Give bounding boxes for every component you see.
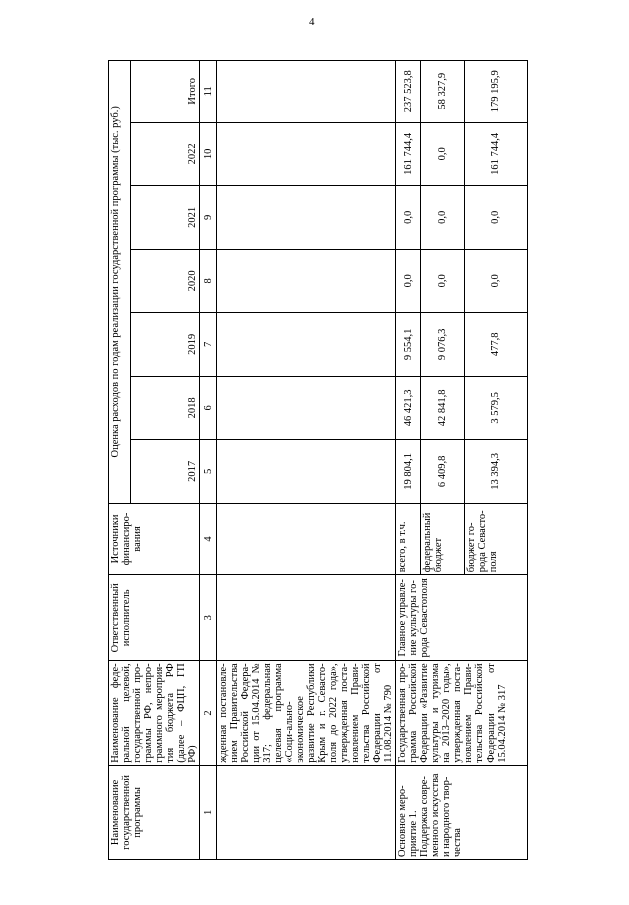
value-federal-2019: 9 076,3 [420,313,464,377]
col-num-2: 2 [200,661,217,765]
value-total-2019: 9 554,1 [396,313,421,377]
col-num-11: 11 [200,61,217,123]
value-total-2020: 0,0 [396,249,421,313]
value-city-2018: 3 579,5 [464,376,527,440]
budget-table [108,60,528,860]
header-responsible: Ответственный исполнитель [109,575,200,661]
value-total-sum: 237 523,8 [396,61,421,123]
header-name: Наименование феде-ральной целевой, государственной про-граммы РФ, непро-граммного мероприя-тия бюджета РФ (далее – ФЦП, ГП РФ) [109,661,200,765]
header-year-2020: 2020 [131,249,200,313]
header-program: Наименование государственной программы [109,765,200,859]
value-city-2021: 0,0 [464,186,527,250]
col-num-5: 5 [200,440,217,504]
value-total-2021: 0,0 [396,186,421,250]
header-estimate: Оценка расходов по годам реализации государственной программы (тыс. руб.) [109,61,131,504]
value-federal-2021: 0,0 [420,186,464,250]
value-total-2018: 46 421,3 [396,376,421,440]
value-city-sum: 179 195,9 [464,61,527,123]
col-num-4: 4 [200,503,217,575]
header-year-2017: 2017 [131,440,200,504]
col-num-9: 9 [200,186,217,250]
header-year-2021: 2021 [131,186,200,250]
value-city-2020: 0,0 [464,249,527,313]
source-city: бюджет го-рода Севасто-поля [464,503,527,575]
col-num-1: 1 [200,765,217,859]
value-total-2022: 161 744,4 [396,122,421,186]
value-federal-2018: 42 841,8 [420,376,464,440]
value-city-2022: 161 744,4 [464,122,527,186]
value-federal-2022: 0,0 [420,122,464,186]
source-federal: федеральный бюджет [420,503,464,575]
value-federal-2020: 0,0 [420,249,464,313]
header-year-2022: 2022 [131,122,200,186]
page-number: 4 [309,16,315,28]
source-total: всего, в т.ч. [396,503,421,575]
value-federal-2017: 6 409,8 [420,440,464,504]
header-year-2018: 2018 [131,376,200,440]
continuation-text: жденная постановле-нием Правительства Российской Федера-ции от 15.04.2014 № 317; федеральная целевая программа «Соци-ально-экономическое развитие Республики Крым и г. Севасто-поля до 2022 года», утвержденная поста-новлением Прави-тельства Российской Федерации от 11.08.2014 № 790 [217,661,396,765]
col-num-3: 3 [200,575,217,661]
budget-table-rotated [108,60,528,860]
continuation-program-cell [217,765,396,859]
header-sources: Источники финансиро-вания [109,503,200,575]
value-city-2019: 477,8 [464,313,527,377]
event-name: Государственная про-грамма Российской Федерации «Развитие культуры и туризма на 2013–2020 годы», утвержденная поста-новлением Прави-тельства Российской Федерации от 15.04.2014 № 317 [396,661,528,765]
value-city-2017: 13 394,3 [464,440,527,504]
col-num-10: 10 [200,122,217,186]
event-responsible: Главное управле-ние культуры го-рода Севастополя [396,575,528,661]
event-program: Основное меро-приятие 1. Поддержка совре-менного искусства и народного твор-чества [396,765,528,859]
col-num-7: 7 [200,313,217,377]
col-num-6: 6 [200,376,217,440]
header-year-2019: 2019 [131,313,200,377]
value-total-2017: 19 804,1 [396,440,421,504]
continuation-responsible-cell [217,575,396,661]
value-federal-sum: 58 327,9 [420,61,464,123]
col-num-8: 8 [200,249,217,313]
header-total: Итого [131,61,200,123]
